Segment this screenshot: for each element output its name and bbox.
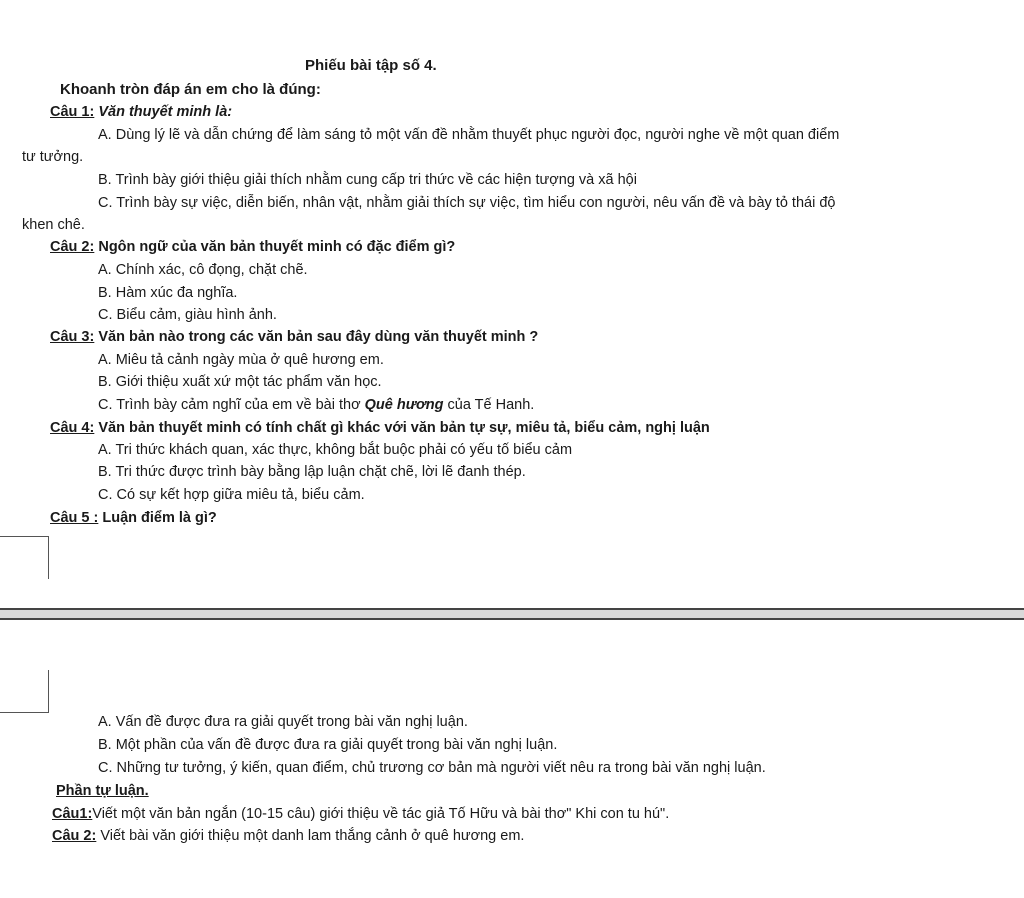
- question-5-option-a: A. Vấn đề được đưa ra giải quyết trong bài văn nghị luận.: [98, 714, 468, 730]
- question-1-option-a-cont: tư tưởng.: [22, 149, 84, 165]
- question-5: [50, 508, 217, 528]
- page-corner-mark-top: [0, 536, 49, 579]
- question-1-option-c-cont: khen chê.: [22, 217, 85, 233]
- question-4-text: Văn bản thuyết minh có tính chất gì khác với văn bản tự sự, miêu tả, biểu cảm, nghị luận: [94, 420, 710, 436]
- question-3-option-c: [98, 395, 534, 415]
- question-1-text: Văn thuyết minh là:: [94, 104, 233, 120]
- essay-heading: [56, 781, 149, 801]
- page-corner-mark-bottom: [0, 670, 49, 713]
- essay-question-2: [52, 826, 524, 846]
- question-5-number: Câu 5 :: [50, 510, 99, 526]
- page-break-divider: [0, 608, 1024, 620]
- question-4-number: Câu 4:: [50, 420, 95, 436]
- essay-question-1-number: Câu1:: [52, 806, 93, 822]
- question-1-number: Câu 1:: [50, 104, 95, 120]
- question-4-option-a: A. Tri thức khách quan, xác thực, không bắt buộc phải có yếu tố biểu cảm: [98, 442, 573, 458]
- question-3-option-b: B. Giới thiệu xuất xứ một tác phẩm văn học.: [98, 374, 382, 390]
- question-5-option-c: C. Những tư tưởng, ý kiến, quan điểm, chủ trương cơ bản mà người viết nêu ra trong bài văn nghị luận.: [98, 760, 766, 776]
- question-2-option-c: C. Biểu cảm, giàu hình ảnh.: [98, 307, 277, 323]
- question-3-text: Văn bản nào trong các văn bản sau đây dùng văn thuyết minh ?: [94, 329, 539, 345]
- question-2-number: Câu 2:: [50, 239, 95, 255]
- question-1-option-c: C. Trình bày sự việc, diễn biến, nhân vật, nhằm giải thích sự việc, tìm hiểu con người, nêu vấn đề và bày tỏ thái độ: [98, 195, 836, 211]
- question-3-option-a: A. Miêu tả cảnh ngày mùa ở quê hương em.: [98, 352, 384, 368]
- question-3-option-c-pre: C. Trình bày cảm nghĩ của em về bài thơ: [98, 397, 365, 413]
- poem-title: Quê hương: [364, 397, 444, 413]
- question-3: [50, 327, 538, 347]
- question-3-option-c-post: của Tế Hanh.: [443, 397, 535, 413]
- question-4-option-b: B. Tri thức được trình bày bằng lập luận chặt chẽ, lời lẽ đanh thép.: [98, 464, 526, 480]
- question-1-option-b: B. Trình bày giới thiệu giải thích nhằm cung cấp tri thức về các hiện tượng và xã hội: [98, 172, 637, 188]
- question-5-option-b: B. Một phần của vấn đề được đưa ra giải quyết trong bài văn nghị luận.: [98, 737, 558, 753]
- question-2: [50, 237, 455, 257]
- question-3-number: Câu 3:: [50, 329, 95, 345]
- question-2-option-a: A. Chính xác, cô đọng, chặt chẽ.: [98, 262, 308, 278]
- worksheet-title: Phiếu bài tập số 4.: [305, 57, 437, 74]
- question-4-option-c: C. Có sự kết hợp giữa miêu tả, biểu cảm.: [98, 487, 365, 503]
- question-2-option-b: B. Hàm xúc đa nghĩa.: [98, 285, 238, 301]
- question-1-option-a: A. Dùng lý lẽ và dẫn chứng để làm sáng tỏ một vấn đề nhằm thuyết phục người đọc, người nghe về một quan điểm: [98, 127, 840, 143]
- essay-question-2-number: Câu 2:: [52, 828, 97, 844]
- question-1: [50, 102, 232, 122]
- question-2-text: Ngôn ngữ của văn bản thuyết minh có đặc điểm gì?: [94, 239, 456, 255]
- essay-question-1-text: Viết một văn bản ngắn (10-15 câu) giới thiệu về tác giả Tố Hữu và bài thơ" Khi con tu hú".: [92, 806, 670, 822]
- question-5-text: Luận điểm là gì?: [98, 510, 217, 526]
- essay-heading-text: Phần tự luận.: [56, 783, 149, 799]
- instruction: Khoanh tròn đáp án em cho là đúng:: [60, 81, 321, 98]
- essay-question-1: [52, 804, 669, 824]
- essay-question-2-text: Viết bài văn giới thiệu một danh lam thắng cảnh ở quê hương em.: [96, 828, 525, 844]
- question-4: [50, 418, 710, 438]
